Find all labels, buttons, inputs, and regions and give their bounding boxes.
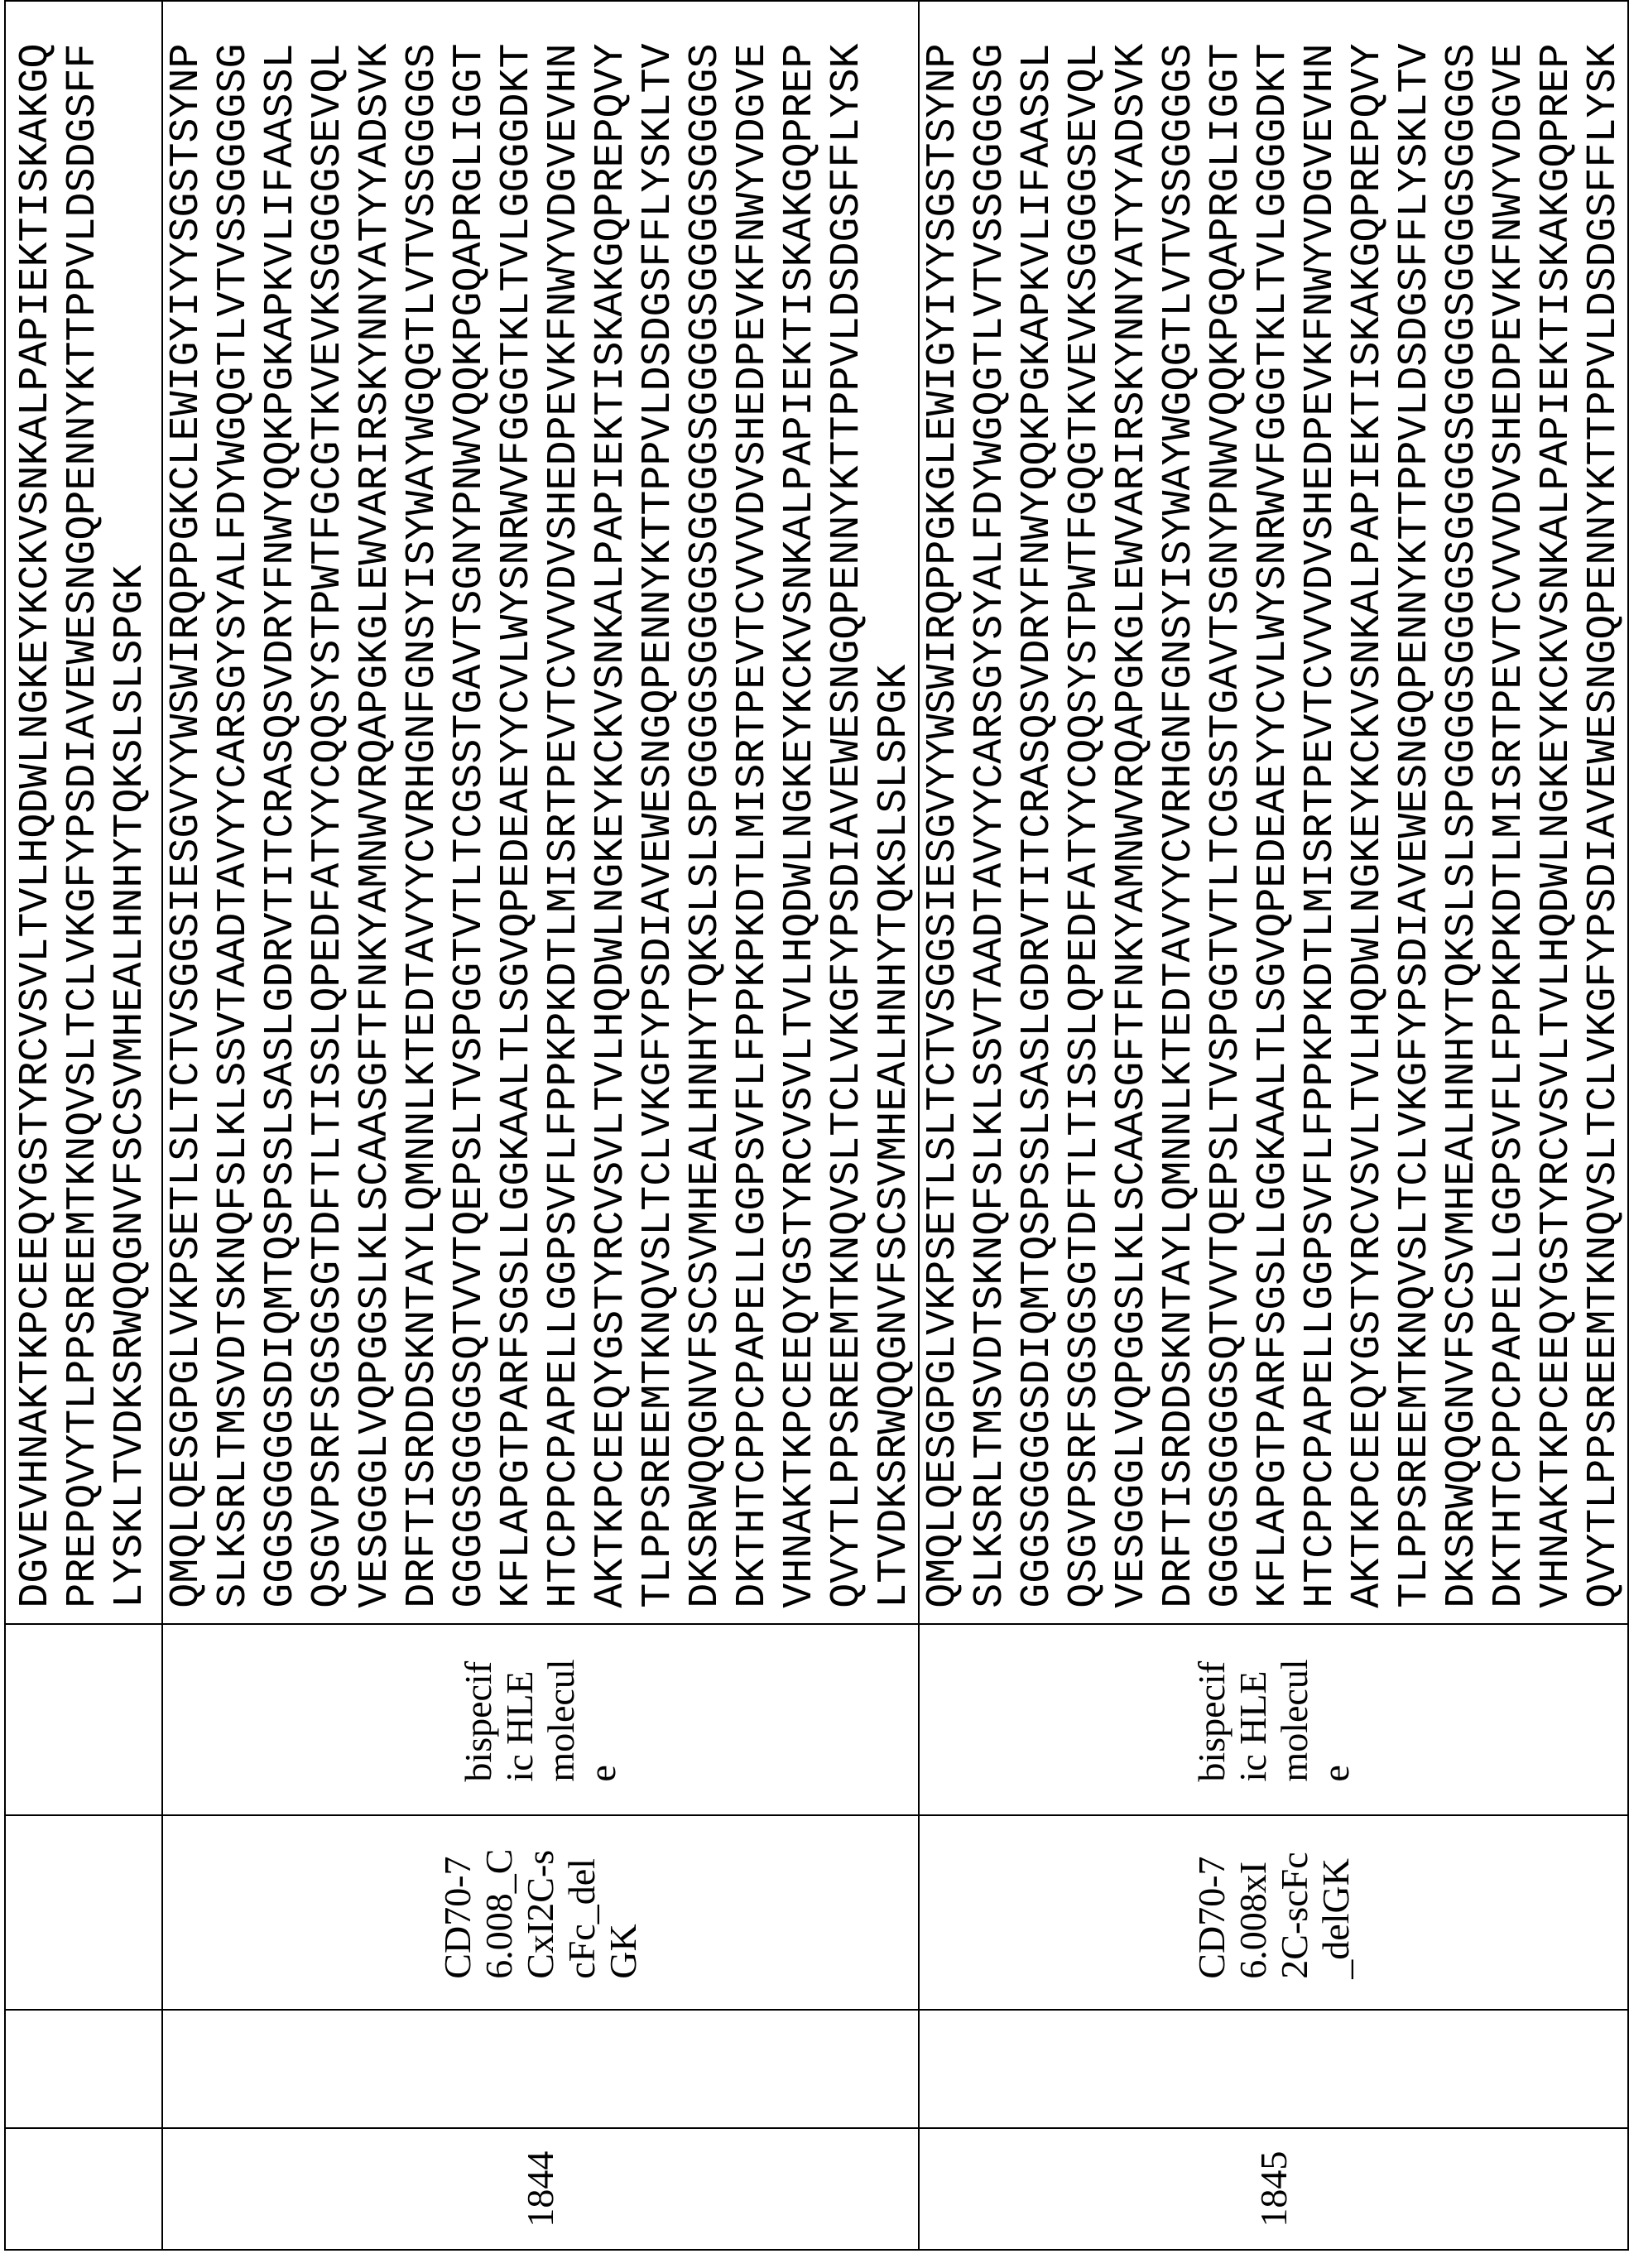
rotated-page bbox=[0, 0, 1619, 2268]
molecule-type-text: bispecific HLE molecule bbox=[458, 1658, 623, 1782]
molecule-type bbox=[162, 1624, 919, 1816]
sequence-line: SLKSRLTMSVDTSKNQFSLKLSSVTAADTAVYYCARSGYSYALFDYWGQGTLVTVSSGGGGSG bbox=[967, 2, 1014, 1608]
sequence-line: GGGSGGGGSDIQMTQSPSSLSASLGDRVTITCRASQSVDRYFNWYQQKPGKAPKVLIFAASSL bbox=[257, 2, 305, 1608]
sequence-line: LTVDKSRWQQGNVFSCSVMHEALHNHYTQKSLSLSPGK bbox=[871, 2, 918, 1608]
sequence-line: DRFTISRDDSKNTAYLQMNNLKTEDTAVYYCVRHGNFGNSYISYWAYWGQGTLVTVSSGGGGS bbox=[399, 2, 446, 1608]
seq-id-number bbox=[162, 2128, 919, 2250]
empty-cell bbox=[5, 2010, 162, 2128]
sequence-line: QMQLQESGPGLVKPSETLSLTCTVSGGSIESGVYYWSWIRQPPGKCLEWIGYIYYSGSTSYNP bbox=[163, 2, 210, 1608]
sequence-line: GGGSGGGGSDIQMTQSPSSLSASLGDRVTITCRASQSVDRYFNWYQQKPGKAPKVLIFAASSL bbox=[1014, 2, 1061, 1608]
sequence-line: DKTHTCPPCPAPELLGGPSVFLFPPKPKDTLMISRTPEVTCVVVDVSHEDPEVKFNWYVDGVE bbox=[1486, 2, 1533, 1608]
empty-cell bbox=[919, 2010, 1628, 2128]
sequence-line: VHNAKTKPCEEQYGSTYRCVSVLTVLHQDWLNGKEYKCKVSNKALPAPIEKTISKAKGQPREP bbox=[1533, 2, 1580, 1608]
construct-name-text: CD70-76.008_CCxI2C-scFc_delGK bbox=[437, 1847, 644, 1979]
molecule-type bbox=[5, 1624, 162, 1816]
sequence-line: DRFTISRDDSKNTAYLQMNNLKTEDTAVYYCVRHGNFGNSYISYWAYWGQGTLVTVSSGGGGS bbox=[1156, 2, 1203, 1608]
sequence-line: TLPPSREEMTKNQVSLTCLVKGFYPSDIAVEWESNGQPENNYKTTPPVLDSDGSFFLYSKLTV bbox=[635, 2, 682, 1608]
sequence-line: SLKSRLTMSVDTSKNQFSLKLSSVTAADTAVYYCARSGYSYALFDYWGQGTLVTVSSGGGGSG bbox=[210, 2, 257, 1608]
sequence-line: PREPQVYTLPPSREEMTKNQVSLTCLVKGFYPSDIAVEWESNGQPENNYKTTPPVLDSDGSFF bbox=[60, 2, 107, 1608]
sequence-line: QSGVPSRFSGSGSGTDFTLTISSLQPEDFATYYCQQSYSTPWTFGQGTKVEVKSGGGGSEVQL bbox=[1061, 2, 1108, 1608]
seq-id-number-text: 1844 bbox=[520, 2129, 561, 2249]
sequence-line: QVYTLPPSREEMTKNQVSLTCLVKGFYPSDIAVEWESNGQPENNYKTTPPVLDSDGSFFLYSK bbox=[824, 2, 871, 1608]
amino-acid-sequence bbox=[5, 1, 162, 1624]
table-row bbox=[5, 1, 162, 2250]
seq-id-number bbox=[919, 2128, 1628, 2250]
sequence-line: AKTKPCEEQYGSTYRCVSVLTVLHQDWLNGKEYKCKVSNKALPAPIEKTISKAKGQPREPQVY bbox=[1344, 2, 1391, 1608]
amino-acid-sequence bbox=[919, 1, 1628, 1624]
sequence-line: QVYTLPPSREEMTKNQVSLTCLVKGFYPSDIAVEWESNGQPENNYKTTPPVLDSDGSFFLYSK bbox=[1580, 2, 1627, 1608]
sequence-line: GGGGSGGGGSQTVVTQEPSLTVSPGGTVTLTCGSSTGAVTSGNYPNWVQQKPGQAPRGLIGGT bbox=[1203, 2, 1250, 1608]
table-row bbox=[162, 1, 919, 2250]
molecule-type-text: bispecific HLE molecule bbox=[1191, 1658, 1357, 1782]
seq-id-number bbox=[5, 2128, 162, 2250]
sequence-line: DKSRWQQGNVFSCSVMHEALHNHYTQKSLSLSPGGGGSGGGGSGGGGSGGGGSGGGGSGGGGS bbox=[682, 2, 729, 1608]
sequence-line: KFLAPGTPARFSGSLLGGKAALTLSGVQPEDEAEYYCVLWYSNRWVFGGGTKLTVLGGGGDKT bbox=[493, 2, 541, 1608]
amino-acid-sequence bbox=[162, 1, 919, 1624]
sequence-line: VESGGGLVQPGGSLKLSCAASGFTFNKYAMNWVRQAPGKGLEWVARIRSKYNNYATYYADSVK bbox=[352, 2, 399, 1608]
sequence-line: QMQLQESGPGLVKPSETLSLTCTVSGGSIESGVYYWSWIRQPPGKGLEWIGYIYYSGSTSYNP bbox=[920, 2, 967, 1608]
seq-id-number-text: 1845 bbox=[1253, 2129, 1295, 2249]
sequence-line: KFLAPGTPARFSGSLLGGKAALTLSGVQPEDEAEYYCVLWYSNRWVFGGGTKLTVLGGGGDKT bbox=[1250, 2, 1297, 1608]
sequence-line: QSGVPSRFSGSGSGTDFTLTISSLQPEDFATYYCQQSYSTPWTFGCGTKVEVKSGGGGSEVQL bbox=[305, 2, 352, 1608]
molecule-type bbox=[919, 1624, 1628, 1816]
sequence-line: GGGGSGGGGSQTVVTQEPSLTVSPGGTVTLTCGSSTGAVTSGNYPNWVQQKPGQAPRGLIGGT bbox=[446, 2, 493, 1608]
sequence-line: AKTKPCEEQYGSTYRCVSVLTVLHQDWLNGKEYKCKVSNKALPAPIEKTISKAKGQPREPQVY bbox=[588, 2, 635, 1608]
table-row bbox=[919, 1, 1628, 2250]
construct-name bbox=[919, 1815, 1628, 2010]
sequence-line: DKSRWQQGNVFSCSVMHEALHNHYTQKSLSLSPGGGGSGGGGSGGGGSGGGGSGGGGSGGGGS bbox=[1439, 2, 1486, 1608]
sequence-table bbox=[4, 0, 1629, 2251]
sequence-line: DGVEVHNAKTKPCEEQYGSTYRCVSVLTVLHQDWLNGKEYKCKVSNKALPAPIEKTISKAKGQ bbox=[12, 2, 60, 1608]
sequence-line: HTCPPCPAPELLGGPSVFLFPPKPKDTLMISRTPEVTCVVVDVSHEDPEVKFNWYVDGVEVHN bbox=[1297, 2, 1344, 1608]
construct-name-text: CD70-76.008xI2C-scFc_delGK bbox=[1191, 1847, 1357, 1979]
sequence-line: VHNAKTKPCEEQYGSTYRCVSVLTVLHQDWLNGKEYKCKVSNKALPAPIEKTISKAKGQPREP bbox=[776, 2, 824, 1608]
sequence-line: TLPPSREEMTKNQVSLTCLVKGFYPSDIAVEWESNGQPENNYKTTPPVLDSDGSFFLYSKLTV bbox=[1391, 2, 1439, 1608]
sequence-line: VESGGGLVQPGGSLKLSCAASGFTFNKYAMNWVRQAPGKGLEWVARIRSKYNNYATYYADSVK bbox=[1108, 2, 1156, 1608]
sequence-line: HTCPPCPAPELLGGPSVFLFPPKPKDTLMISRTPEVTCVVVDVSHEDPEVKFNWYVDGVEVHN bbox=[541, 2, 588, 1608]
empty-cell bbox=[162, 2010, 919, 2128]
construct-name bbox=[162, 1815, 919, 2010]
sequence-line: DKTHTCPPCPAPELLGGPSVFLFPPKPKDTLMISRTPEVTCVVVDVSHEDPEVKFNWYVDGVE bbox=[729, 2, 776, 1608]
construct-name bbox=[5, 1815, 162, 2010]
sequence-line: LYSKLTVDKSRWQQGNVFSCSVMHEALHNHYTQKSLSLSPGK bbox=[107, 2, 154, 1608]
